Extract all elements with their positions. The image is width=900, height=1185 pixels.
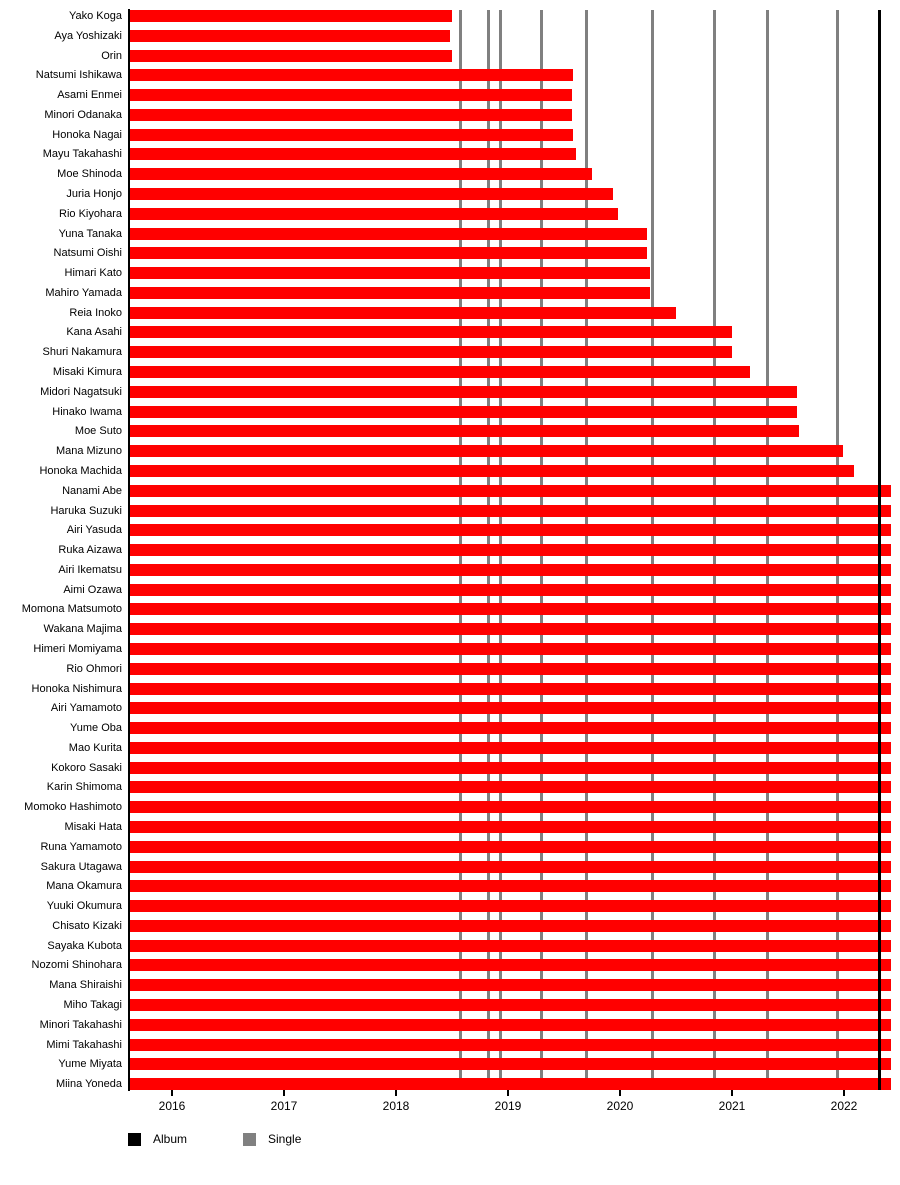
member-name-label: Yuna Tanaka xyxy=(58,227,122,240)
member-name-label: Mayu Takahashi xyxy=(42,148,122,161)
member-name-label: Mahiro Yamada xyxy=(45,286,122,299)
member-name-label: Orin xyxy=(101,49,122,62)
member-name-label: Mana Shiraishi xyxy=(49,979,122,992)
member-name-label: Reia Inoko xyxy=(69,306,122,319)
member-tenure-bar xyxy=(130,801,891,813)
member-tenure-bar xyxy=(130,584,891,596)
member-name-label: Miina Yoneda xyxy=(55,1078,122,1091)
member-tenure-bar xyxy=(130,168,592,180)
member-tenure-bar xyxy=(130,247,647,259)
member-name-label: Midori Nagatsuki xyxy=(40,385,122,398)
member-tenure-bar xyxy=(130,346,732,358)
member-tenure-bar xyxy=(130,623,891,635)
member-tenure-bar xyxy=(130,208,618,220)
member-name-label: Aya Yoshizaki xyxy=(54,29,122,42)
member-tenure-bar xyxy=(130,465,854,477)
member-name-label: Honoka Nishimura xyxy=(31,682,122,695)
member-name-label: Himeri Momiyama xyxy=(33,642,122,655)
member-tenure-bar xyxy=(130,406,797,418)
member-name-label: Mana Okamura xyxy=(46,880,122,893)
member-tenure-bar xyxy=(130,920,891,932)
member-tenure-bar xyxy=(130,386,797,398)
member-tenure-bar xyxy=(130,109,572,121)
member-tenure-bar xyxy=(130,722,891,734)
member-tenure-bar xyxy=(130,1058,891,1070)
member-name-label: Ruka Aizawa xyxy=(58,544,122,557)
member-tenure-bar xyxy=(130,603,891,615)
member-tenure-bar xyxy=(130,50,452,62)
x-axis-year-label: 2021 xyxy=(718,1099,746,1114)
member-name-label: Himari Kato xyxy=(64,267,122,280)
member-name-label: Rio Ohmori xyxy=(66,662,122,675)
member-tenure-bar xyxy=(130,129,573,141)
member-name-label: Karin Shimoma xyxy=(46,781,122,794)
member-tenure-bar xyxy=(130,445,843,457)
member-tenure-bar xyxy=(130,10,452,22)
x-axis-tick xyxy=(283,1090,285,1096)
member-tenure-bar xyxy=(130,89,572,101)
member-name-label: Airi Yamamoto xyxy=(50,702,122,715)
member-tenure-bar xyxy=(130,544,891,556)
member-name-label: Shuri Nakamura xyxy=(42,346,122,359)
member-tenure-bar xyxy=(130,524,891,536)
x-axis-year-label: 2017 xyxy=(270,1099,298,1114)
member-name-label: Sakura Utagawa xyxy=(40,860,122,873)
member-name-label: Kana Asahi xyxy=(66,326,122,339)
legend-item-album xyxy=(128,1132,187,1146)
member-tenure-bar xyxy=(130,861,891,873)
member-tenure-bar xyxy=(130,425,799,437)
x-axis-year-label: 2019 xyxy=(494,1099,522,1114)
member-name-label: Honoka Machida xyxy=(39,464,122,477)
member-tenure-bar xyxy=(130,999,891,1011)
member-tenure-bar xyxy=(130,326,732,338)
member-name-label: Minori Takahashi xyxy=(39,1018,122,1031)
member-name-label: Mao Kurita xyxy=(68,741,122,754)
album-release-line xyxy=(878,10,881,1090)
member-tenure-bar xyxy=(130,505,891,517)
member-name-label: Airi Yasuda xyxy=(66,524,122,537)
member-name-label: Rio Kiyohara xyxy=(59,207,122,220)
album-swatch-icon xyxy=(128,1133,141,1146)
member-tenure-bar xyxy=(130,228,647,240)
member-tenure-bar xyxy=(130,267,650,279)
member-name-label: Natsumi Ishikawa xyxy=(35,69,122,82)
plot-left-border xyxy=(128,9,130,1091)
x-axis-year-label: 2018 xyxy=(382,1099,410,1114)
member-tenure-bar xyxy=(130,979,891,991)
member-tenure-bar xyxy=(130,940,891,952)
member-tenure-bar xyxy=(130,287,650,299)
member-name-label: Kokoro Sasaki xyxy=(51,761,122,774)
member-name-label: Momona Matsumoto xyxy=(21,603,122,616)
member-tenure-bar xyxy=(130,1039,891,1051)
member-name-label: Misaki Hata xyxy=(64,820,122,833)
single-swatch-icon xyxy=(243,1133,256,1146)
member-name-label: Moe Suto xyxy=(74,425,122,438)
member-tenure-bar xyxy=(130,485,891,497)
member-tenure-bar xyxy=(130,366,750,378)
member-tenure-bar xyxy=(130,683,891,695)
x-axis-tick xyxy=(171,1090,173,1096)
member-tenure-bar xyxy=(130,564,891,576)
x-axis-tick xyxy=(619,1090,621,1096)
x-axis-tick xyxy=(731,1090,733,1096)
member-name-label: Chisato Kizaki xyxy=(52,919,122,932)
member-name-label: Nozomi Shinohara xyxy=(31,959,122,972)
x-axis-year-label: 2020 xyxy=(606,1099,634,1114)
member-name-label: Minori Odanaka xyxy=(44,108,122,121)
member-name-label: Miho Takagi xyxy=(63,999,122,1011)
member-tenure-bar xyxy=(130,1078,891,1090)
member-name-label: Yuuki Okumura xyxy=(46,900,122,913)
member-tenure-bar xyxy=(130,762,891,774)
member-name-label: Asami Enmei xyxy=(57,89,122,102)
member-tenure-bar xyxy=(130,663,891,675)
legend-album-label: Album xyxy=(153,1132,188,1146)
x-axis-tick xyxy=(395,1090,397,1096)
member-tenure-bar xyxy=(130,30,450,42)
x-axis-year-label: 2022 xyxy=(830,1099,858,1114)
member-tenure-bar xyxy=(130,148,576,160)
x-axis-tick xyxy=(507,1090,509,1096)
x-axis-year-label: 2016 xyxy=(158,1099,186,1114)
member-tenure-bar xyxy=(130,188,613,200)
member-name-label: Yume Oba xyxy=(70,722,122,735)
member-tenure-bar xyxy=(130,959,891,971)
member-name-label: Yume Miyata xyxy=(58,1058,122,1071)
member-name-label: Haruka Suzuki xyxy=(50,504,122,517)
member-tenure-bar xyxy=(130,841,891,853)
member-tenure-bar xyxy=(130,900,891,912)
member-name-label: Misaki Kimura xyxy=(52,366,122,379)
member-tenure-bar xyxy=(130,307,676,319)
member-tenure-bar xyxy=(130,69,573,81)
member-tenure-bar xyxy=(130,781,891,793)
member-name-label: Mana Mizuno xyxy=(55,445,122,458)
member-name-label: Airi Ikematsu xyxy=(58,563,122,576)
member-name-label: Wakana Majima xyxy=(43,623,122,636)
member-name-label: Mimi Takahashi xyxy=(46,1038,122,1051)
member-name-label: Natsumi Oishi xyxy=(53,247,122,260)
member-name-label: Runa Yamamoto xyxy=(40,840,122,853)
member-name-label: Aimi Ozawa xyxy=(63,583,122,596)
member-tenure-bar xyxy=(130,702,891,714)
member-tenure-bar xyxy=(130,880,891,892)
x-axis-tick xyxy=(843,1090,845,1096)
legend xyxy=(128,1132,343,1146)
member-name-label: Yako Koga xyxy=(68,10,122,22)
member-name-label: Nanami Abe xyxy=(62,484,122,497)
legend-item-single xyxy=(243,1132,301,1146)
member-tenure-bar xyxy=(130,821,891,833)
member-name-label: Moe Shinoda xyxy=(57,168,122,181)
member-tenure-bar xyxy=(130,643,891,655)
member-name-label: Hinako Iwama xyxy=(52,405,122,418)
legend-single-label: Single xyxy=(268,1132,302,1146)
member-name-label: Momoko Hashimoto xyxy=(24,801,122,814)
member-name-label: Juria Honjo xyxy=(66,188,122,201)
member-name-label: Honoka Nagai xyxy=(52,128,122,141)
member-tenure-bar xyxy=(130,1019,891,1031)
member-tenure-bar xyxy=(130,742,891,754)
member-name-label: Sayaka Kubota xyxy=(47,939,122,952)
